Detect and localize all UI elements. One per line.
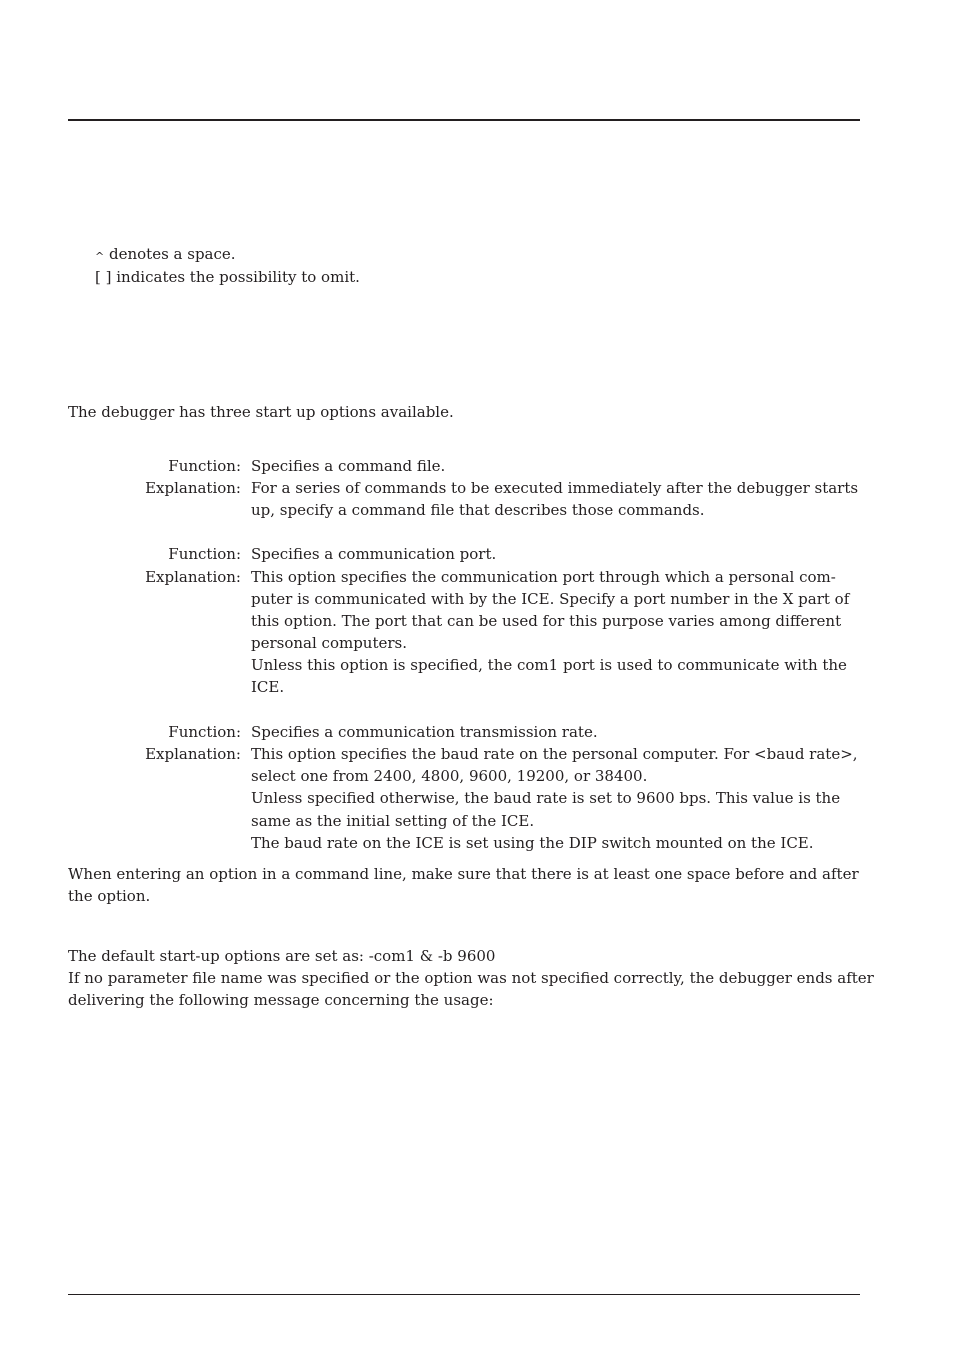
defaults-line: delivering the following message concerning the usage: [68,991,494,1009]
function-label: Function: [168,457,241,475]
explanation-line: This option specifies the baud rate on the personal computer. For <baud rate>, [251,745,858,763]
explanation-line: ICE. [251,678,285,696]
space-note: denotes a space. [109,245,236,263]
intro-text: The debugger has three start up options available. [68,403,454,421]
footer-rule [68,1294,860,1295]
explanation-line: The baud rate on the ICE is set using the DIP switch mounted on the ICE. [251,834,814,852]
explanation-line: up, specify a command file that describes those commands. [251,501,705,519]
explanation-line: personal computers. [251,634,408,652]
explanation-line: For a series of commands to be executed immediately after the debugger starts [251,479,859,497]
explanation-label: Explanation: [145,745,241,763]
explanation-line: This option specifies the communication port through which a personal com- [251,568,836,586]
spacing-note-line: When entering an option in a command line, make sure that there is at least one space before and after [68,865,859,883]
function-label: Function: [168,723,241,741]
function-label: Function: [168,545,241,563]
explanation-line: same as the initial setting of the ICE. [251,812,535,830]
omit-note: [ ] indicates the possibility to omit. [95,268,360,286]
defaults-line: If no parameter file name was specified or the option was not specified correctly, the debugger ends after [68,969,874,987]
function-text: Specifies a communication port. [251,545,497,563]
header-rule [68,119,860,121]
caret-symbol: ^ [95,250,105,263]
explanation-label: Explanation: [145,568,241,586]
explanation-line: puter is communicated with by the ICE. Specify a port number in the X part of [251,590,850,608]
explanation-line: Unless this option is specified, the com1 port is used to communicate with the [251,656,847,674]
function-text: Specifies a command file. [251,457,446,475]
explanation-line: Unless specified otherwise, the baud rate is set to 9600 bps. This value is the [251,789,841,807]
explanation-line: this option. The port that can be used for this purpose varies among different [251,612,842,630]
function-text: Specifies a communication transmission rate. [251,723,598,741]
explanation-label: Explanation: [145,479,241,497]
defaults-line: The default start-up options are set as: -com1 & -b 9600 [68,947,496,965]
spacing-note-line: the option. [68,887,151,905]
explanation-line: select one from 2400, 4800, 9600, 19200, or 38400. [251,767,648,785]
